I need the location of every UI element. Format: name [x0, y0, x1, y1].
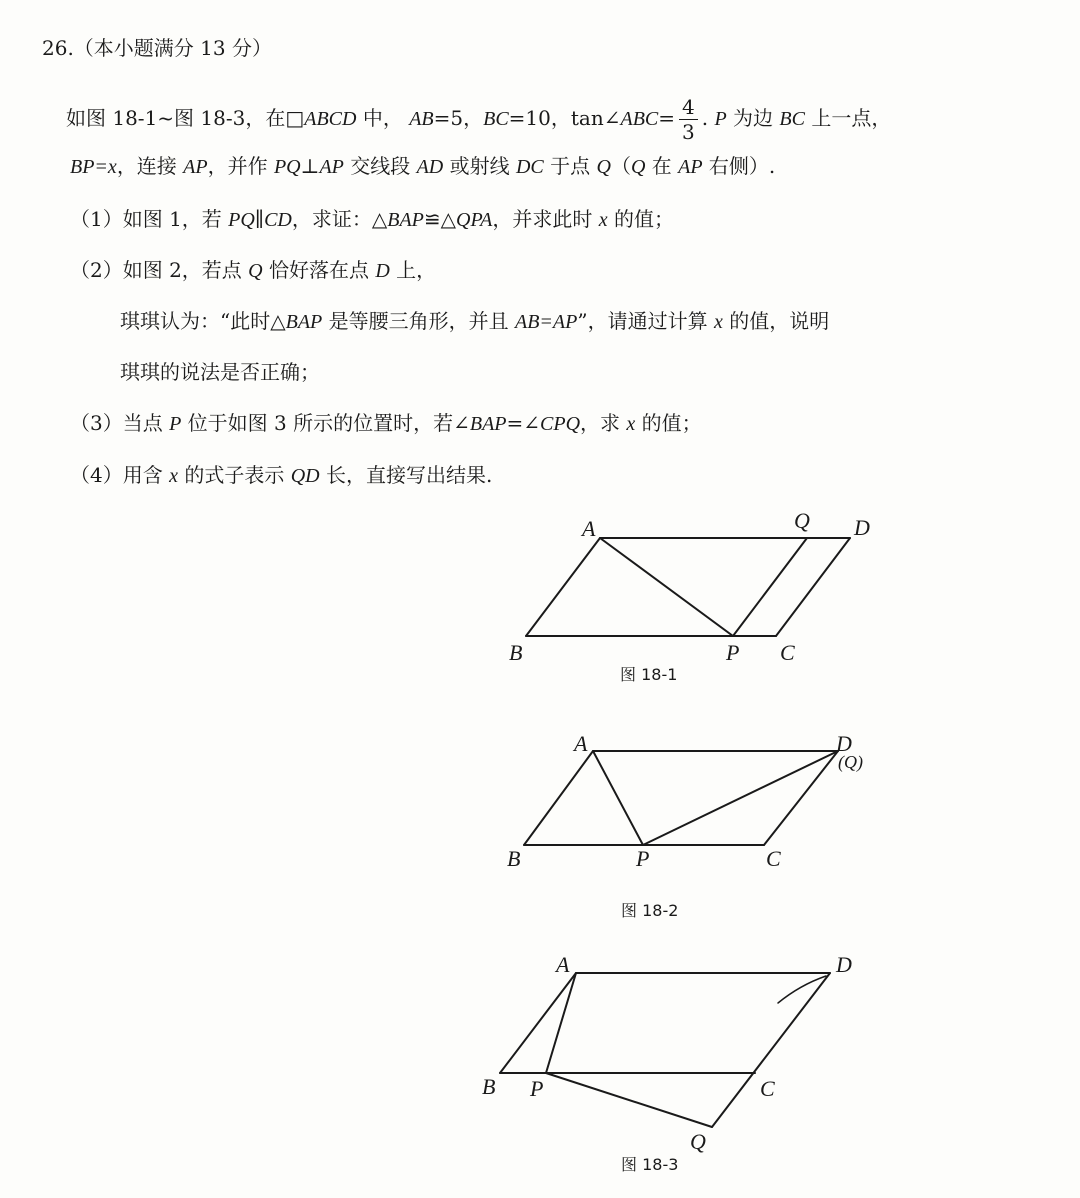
fig1-segment-ab: [526, 538, 600, 636]
line2-pqap: PQ⊥AP: [273, 156, 344, 178]
fig3-segment-ap: [546, 973, 576, 1073]
q3-cpq: CPQ: [540, 413, 581, 435]
intro-bc2: BC: [779, 108, 805, 130]
q3-text: ，求: [580, 411, 627, 435]
fig2-segment-dc: [764, 751, 838, 845]
line2-text: 右侧）.: [702, 154, 776, 178]
line2-ap2: AP: [678, 156, 703, 178]
fig2-label-c: C: [766, 846, 781, 871]
q3-text: 位于如图 3 所示的位置时，若∠: [181, 411, 470, 435]
fig3-caption: 图 18-3: [621, 1155, 679, 1174]
line2-text: （: [610, 154, 631, 178]
fig3-label-d: D: [836, 952, 852, 977]
fig2-caption: 图 18-2: [621, 901, 679, 920]
fig1-label-a: A: [582, 516, 596, 541]
fig3-segment-pq: [546, 1073, 712, 1127]
line2-text: 交线段: [343, 154, 417, 178]
line2-text: 在: [645, 154, 679, 178]
line2-text: ，连接: [116, 154, 184, 178]
fig2-label-q: (Q): [838, 752, 863, 772]
line2-text: ，并作: [207, 154, 274, 178]
fig3-arc-mark: [778, 976, 826, 1003]
fig2-segment-ap: [593, 751, 643, 845]
q2-text: 上，: [389, 258, 437, 282]
fraction-denominator: 3: [682, 120, 695, 144]
q2-d: D: [375, 260, 390, 282]
fig1-label-b: B: [509, 640, 523, 665]
q2b-text: 是等腰三角形，并且: [322, 309, 515, 333]
figure-18-2-lines: [524, 751, 838, 845]
fig1-label-d: D: [854, 515, 870, 540]
line2-q: Q: [596, 156, 611, 178]
q1-bap: BAP: [387, 209, 424, 231]
q2-text: 恰好落在点: [262, 258, 376, 282]
problem-header-text: 26.（本小题满分 13 分）: [42, 36, 272, 60]
figure-18-1-lines: [526, 538, 850, 636]
q2b-abap: AB=AP: [514, 311, 578, 333]
fig2-label-a: A: [574, 731, 588, 756]
line2-q2: Q: [630, 156, 646, 178]
parallelogram-symbol: □: [285, 106, 305, 130]
q2b-x: x: [713, 311, 723, 333]
intro-text: 上一点，: [804, 106, 892, 130]
line2-ap: AP: [183, 156, 208, 178]
q1-text: 的值；: [607, 207, 674, 231]
intro-text: 如图 18-1~图 18-3，在: [66, 106, 286, 130]
line2-dc: DC: [515, 156, 544, 178]
fig2-label-b: B: [507, 846, 521, 871]
fig2-label-d: D: [836, 731, 852, 756]
q1-pqcd: PQ∥CD: [228, 209, 292, 231]
fig1-segment-dc: [776, 538, 850, 636]
intro-text: .: [701, 106, 715, 130]
q4-qd: QD: [290, 465, 320, 487]
intro-abcd: ABCD: [304, 108, 357, 130]
q3-text: 的值；: [635, 411, 702, 435]
intro-text: 中，: [356, 106, 410, 130]
q3-bap: BAP: [469, 413, 507, 435]
intro-text: =5，: [433, 106, 484, 130]
fig3-label-q: Q: [690, 1129, 706, 1154]
q2b-text: ”，请通过计算: [577, 309, 714, 333]
fig3-segment-dq: [712, 973, 830, 1127]
q4-text: 长，直接写出结果.: [319, 463, 493, 487]
fraction-numerator: 4: [679, 97, 698, 120]
intro-text: =10，tan∠: [508, 106, 621, 130]
fig2-segment-pd: [643, 751, 838, 845]
q2b-bap: BAP: [285, 311, 323, 333]
fig3-label-a: A: [556, 952, 570, 977]
intro-bc: BC: [483, 108, 509, 130]
intro-text: 为边: [726, 106, 780, 130]
intro-ab: AB: [409, 108, 434, 130]
q3-x: x: [626, 413, 636, 435]
fig3-label-b: B: [482, 1074, 496, 1099]
q3-text: （3）当点: [70, 411, 170, 435]
q1-text: （1）如图 1，若: [70, 207, 229, 231]
fig1-label-q: Q: [794, 508, 810, 533]
line2-ad: AD: [416, 156, 444, 178]
q2-text: （2）如图 2，若点: [70, 258, 249, 282]
q4-text: 的式子表示: [177, 463, 291, 487]
q1-qpa: QPA: [456, 209, 493, 231]
fig2-label-p: P: [636, 846, 650, 871]
q4-x: x: [169, 465, 178, 487]
q3-text: =∠: [506, 411, 541, 435]
q2b-text: 的值，说明: [722, 309, 830, 333]
line2-text: 于点: [543, 154, 597, 178]
q1-x: x: [598, 209, 608, 231]
fig3-segment-ab: [500, 973, 576, 1073]
fig1-segment-pq: [733, 538, 807, 636]
intro-text: =: [658, 106, 676, 130]
q4-text: （4）用含: [70, 463, 170, 487]
fig1-label-c: C: [780, 640, 795, 665]
intro-p: P: [714, 108, 727, 130]
q1-text: ≌△: [423, 207, 457, 231]
fig3-label-c: C: [760, 1076, 775, 1101]
fig2-segment-ab: [524, 751, 593, 845]
line2-text: 或射线: [443, 154, 516, 178]
q1-text: ，并求此时: [492, 207, 599, 231]
q1-text: ，求证：△: [291, 207, 388, 231]
q2b-text: 琪琪认为：“此时△: [120, 309, 286, 333]
fig1-segment-ap: [600, 538, 733, 636]
fig1-caption: 图 18-1: [620, 665, 678, 684]
fig1-label-p: P: [726, 640, 740, 665]
intro-abc: ABC: [620, 108, 659, 130]
fig3-label-p: P: [530, 1076, 544, 1101]
q2c-text: 琪琪的说法是否正确；: [120, 360, 320, 384]
q3-p: P: [169, 413, 182, 435]
figure-18-3-lines: [500, 973, 830, 1127]
q2-q: Q: [248, 260, 263, 282]
line2-bpx: BP=x: [70, 156, 117, 178]
